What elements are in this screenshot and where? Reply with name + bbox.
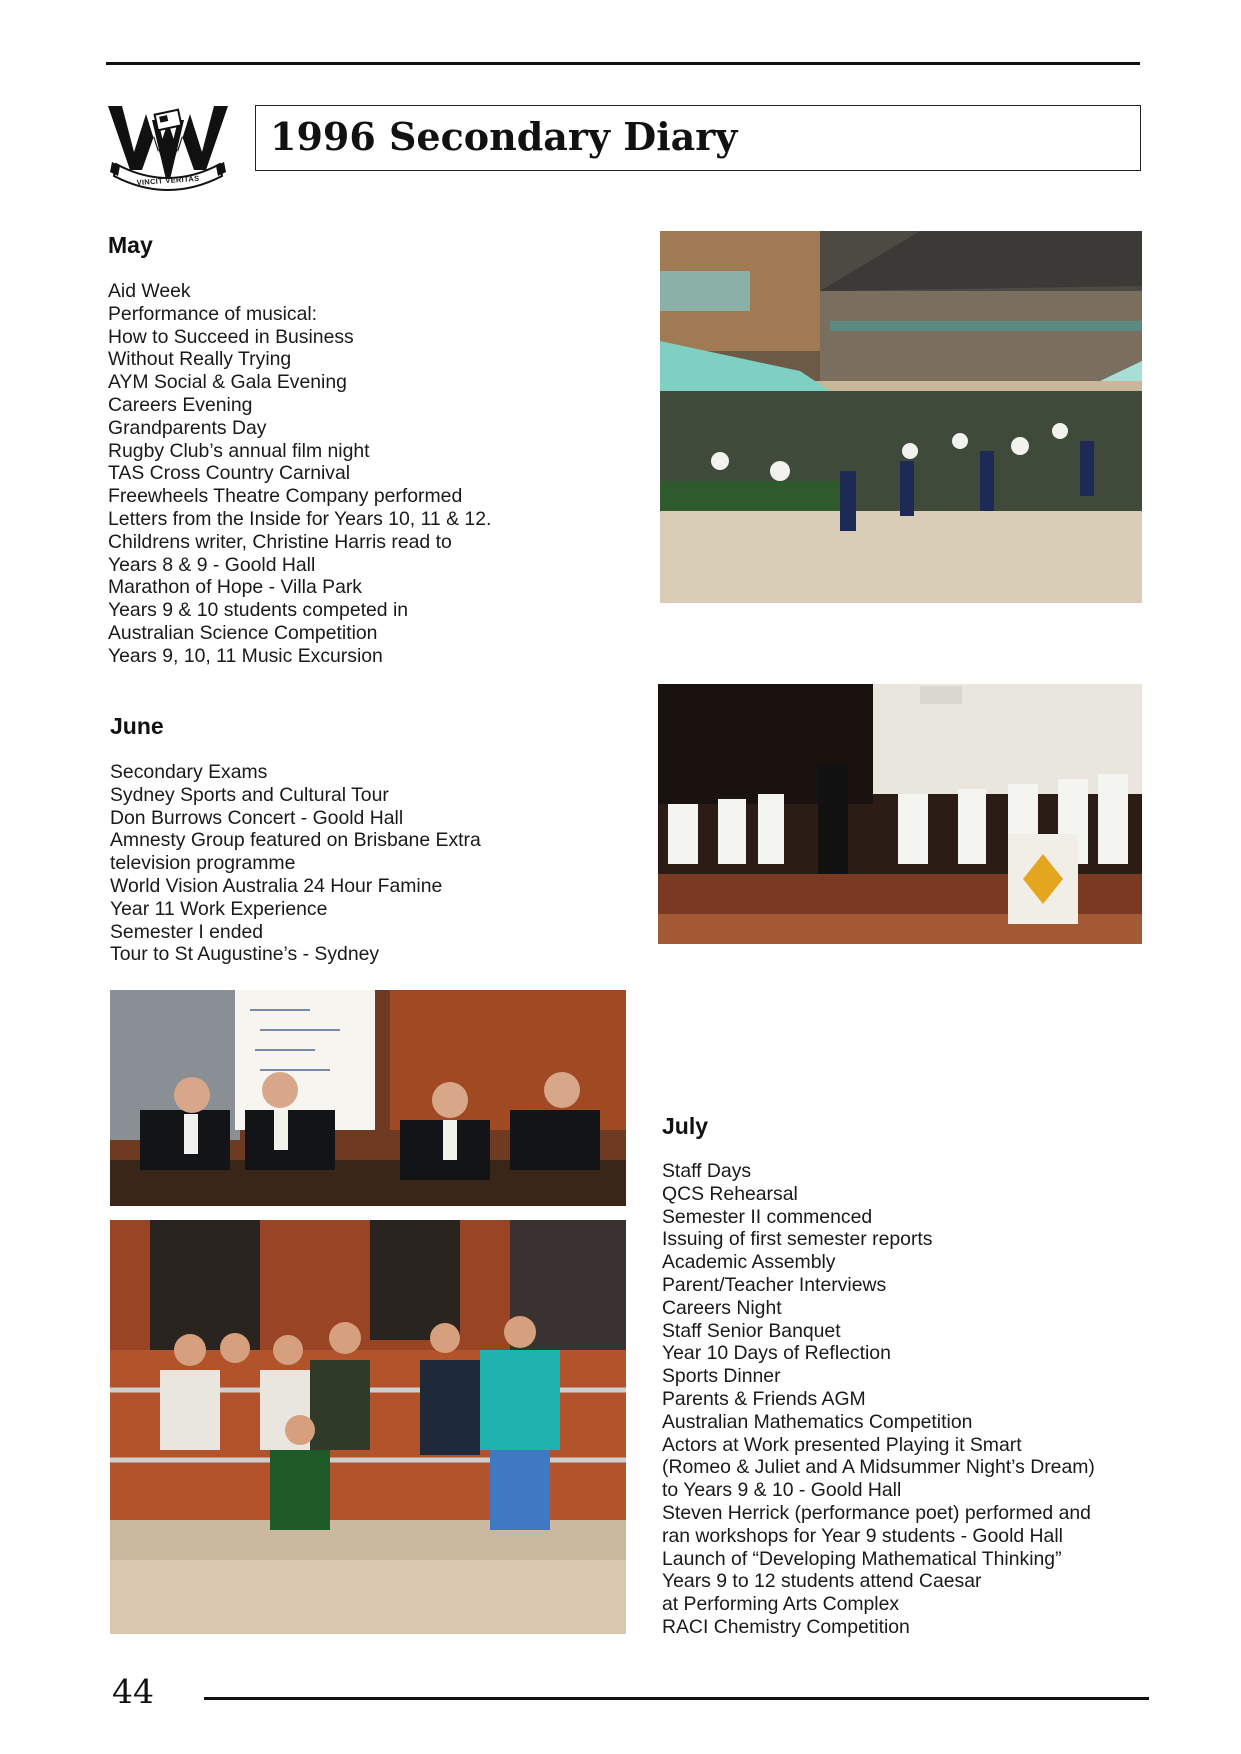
june-event-item: World Vision Australia 24 Hour Famine	[110, 874, 443, 897]
june-heading: June	[110, 713, 164, 739]
july-event-item: Staff Senior Banquet	[662, 1319, 841, 1342]
july-event-item: Sports Dinner	[662, 1365, 781, 1388]
july-event-item: Year 10 Days of Reflection	[662, 1342, 891, 1365]
may-event-item: Years 8 & 9 - Goold Hall	[108, 553, 316, 576]
may-event-item: Performance of musical:	[108, 302, 318, 325]
may-event-item: Years 9 & 10 students competed in	[108, 599, 409, 622]
july-event-item: Issuing of first semester reports	[662, 1228, 933, 1251]
may-event-item: Australian Science Competition	[108, 621, 378, 644]
may-event-item: Grandparents Day	[108, 416, 267, 439]
june-event-item: Semester I ended	[110, 920, 264, 943]
courtyard-crowd-photo	[660, 231, 1142, 603]
july-event-item: Academic Assembly	[662, 1251, 836, 1274]
may-event-list	[108, 280, 491, 668]
july-event-item: Years 9 to 12 students attend Caesar	[662, 1570, 982, 1593]
july-event-item: Parent/Teacher Interviews	[662, 1273, 887, 1296]
july-event-item: at Performing Arts Complex	[662, 1593, 900, 1616]
july-heading: July	[662, 1113, 709, 1139]
bottom-rule	[204, 1697, 1149, 1700]
may-event-item: Marathon of Hope - Villa Park	[108, 576, 363, 599]
june-event-item: Tour to St Augustine’s - Sydney	[110, 943, 380, 966]
july-event-item: ran workshops for Year 9 students - Goold Hall	[662, 1524, 1063, 1547]
may-event-item: Rugby Club’s annual film night	[108, 439, 370, 462]
june-event-item: television programme	[110, 852, 296, 875]
june-event-item: Secondary Exams	[110, 761, 268, 783]
july-event-list	[662, 1160, 1095, 1639]
july-event-item: QCS Rehearsal	[662, 1182, 798, 1205]
july-event-item: Semester II commenced	[662, 1205, 873, 1228]
june-event-item: Amnesty Group featured on Brisbane Extra	[110, 829, 481, 852]
june-event-item: Don Burrows Concert - Goold Hall	[110, 806, 404, 829]
school-crest-logo	[106, 100, 230, 200]
july-event-item: Careers Night	[662, 1296, 782, 1319]
june-event-list	[110, 761, 481, 966]
crest-motto: VINCIT VERITAS	[136, 173, 200, 188]
may-event-item: AYM Social & Gala Evening	[108, 371, 347, 394]
july-event-item: Parents & Friends AGM	[662, 1387, 866, 1410]
july-event-item: Steven Herrick (performance poet) performed and	[662, 1501, 1091, 1524]
band-concert-photo	[658, 684, 1142, 944]
page-title: 1996 Secondary Diary	[270, 114, 738, 159]
july-event-item: RACI Chemistry Competition	[662, 1615, 910, 1638]
top-rule	[106, 62, 1140, 65]
may-event-item: Aid Week	[108, 280, 191, 302]
students-on-steps-photo	[110, 1220, 626, 1634]
july-event-item: to Years 9 & 10 - Goold Hall	[662, 1479, 902, 1502]
may-event-item: Without Really Trying	[108, 348, 292, 371]
july-event-item: (Romeo & Juliet and A Midsummer Night’s Dream)	[662, 1456, 1095, 1479]
may-event-item: Years 9, 10, 11 Music Excursion	[108, 644, 383, 667]
page-number: 44	[112, 1672, 154, 1711]
may-heading: May	[108, 232, 153, 258]
july-event-item: Staff Days	[662, 1160, 752, 1182]
may-event-item: Careers Evening	[108, 393, 253, 416]
title-box	[255, 105, 1141, 171]
debate-panel-photo	[110, 990, 626, 1206]
july-event-item: Actors at Work presented Playing it Smart	[662, 1433, 1022, 1456]
may-event-item: Freewheels Theatre Company performed	[108, 485, 463, 508]
june-event-item: Sydney Sports and Cultural Tour	[110, 783, 389, 806]
may-event-item: How to Succeed in Business	[108, 325, 354, 348]
may-event-item: TAS Cross Country Carnival	[108, 462, 351, 485]
july-event-item: Australian Mathematics Competition	[662, 1410, 973, 1433]
june-event-item: Year 11 Work Experience	[110, 897, 328, 920]
july-event-item: Launch of “Developing Mathematical Thinking”	[662, 1547, 1062, 1570]
may-event-item: Letters from the Inside for Years 10, 11 & 12.	[108, 507, 492, 530]
may-event-item: Childrens writer, Christine Harris read to	[108, 530, 452, 553]
